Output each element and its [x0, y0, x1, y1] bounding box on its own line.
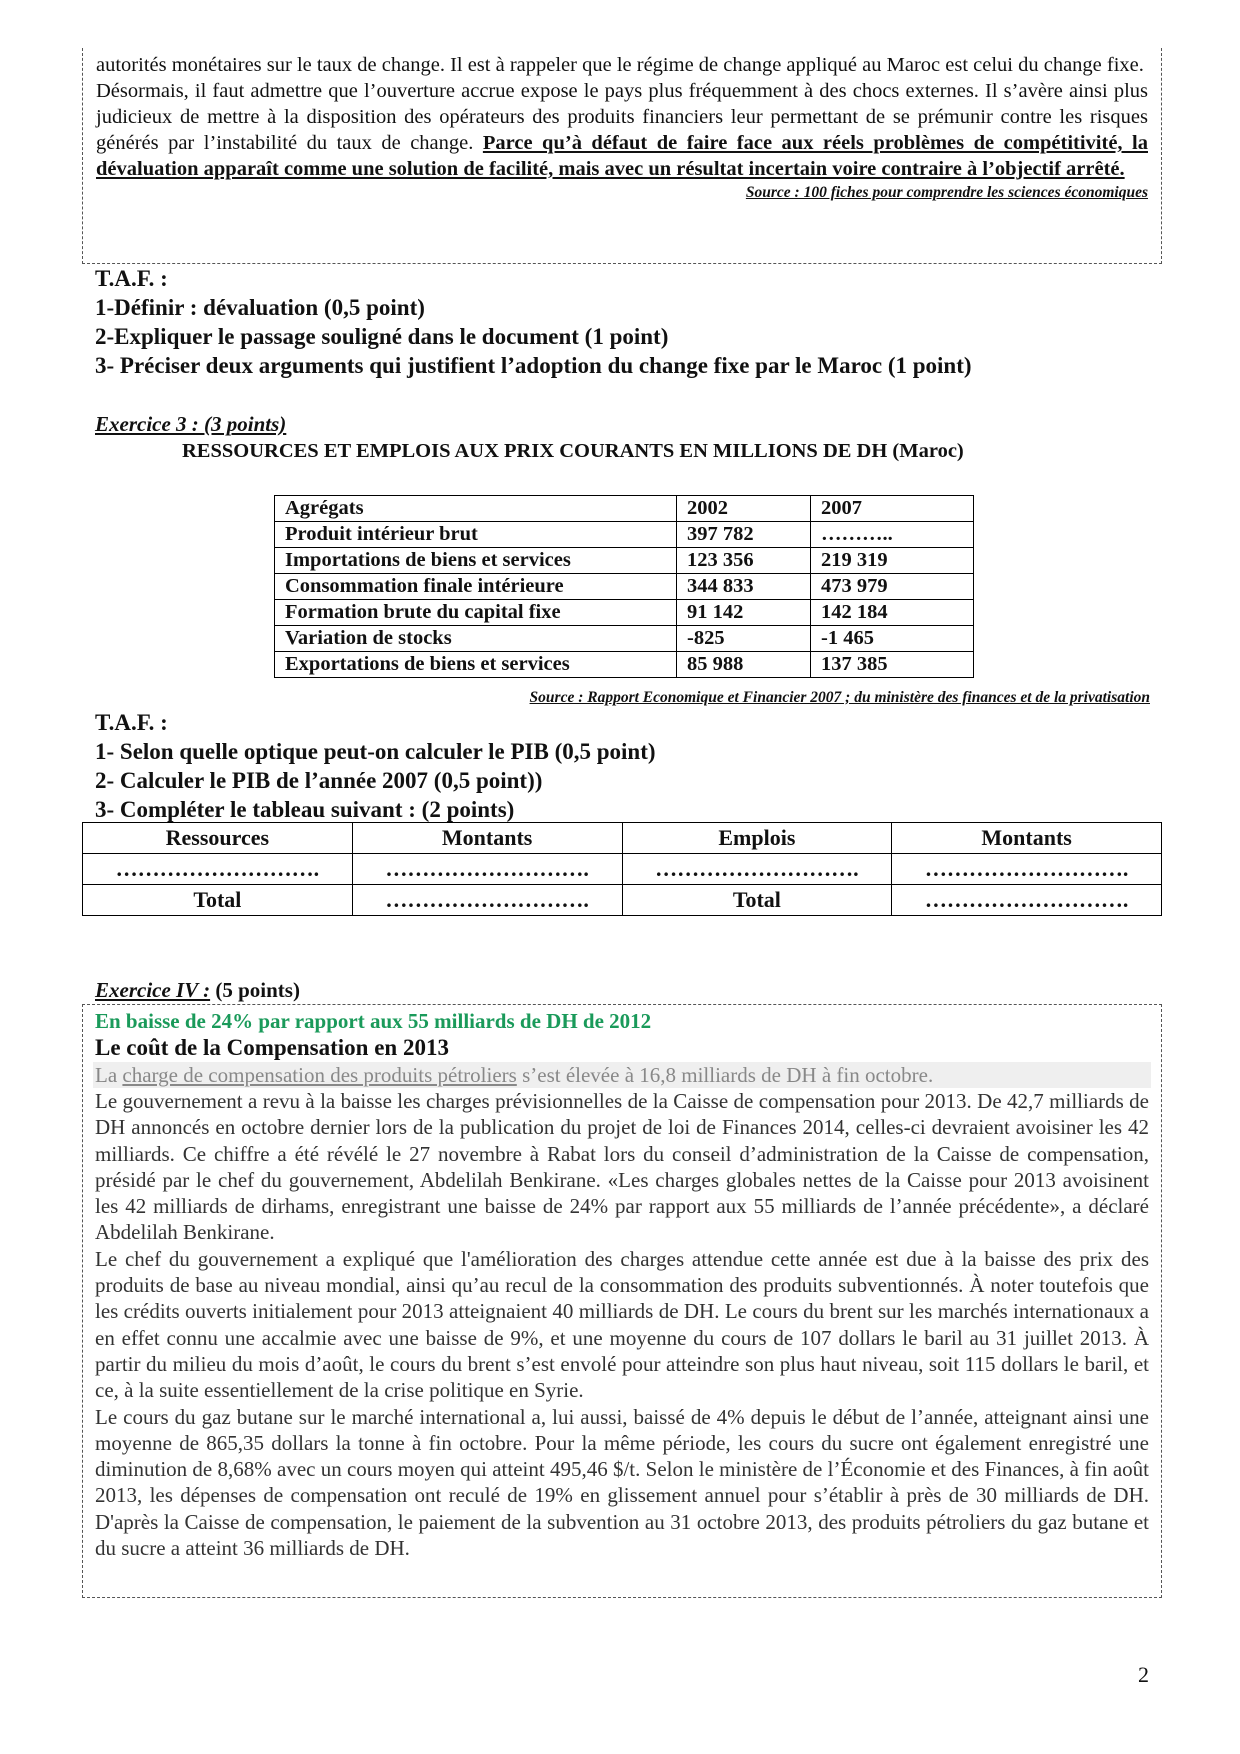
table-cell: 344 833 [677, 574, 811, 600]
table-row [83, 885, 1162, 916]
doc-paragraph-2-plain: Désormais, il faut admettre que l’ouverture accrue expose le pays plus fréquemment à des chocs externes. Il s’avère ainsi plus judicieux de mettre à la disposition des opérateurs des produits financiers leur permettant de se prémunir contre les risques générés par l’instabilité du taux de change. [96, 80, 1148, 154]
article-lead [93, 1062, 1151, 1088]
doc-source: Source : 100 fiches pour comprendre les sciences économiques [745, 184, 1148, 201]
header-cell: Ressources [83, 823, 353, 854]
header-cell: Montants [352, 823, 622, 854]
table-row [275, 652, 974, 678]
underlined-passage: Parce qu’à défaut de faire face aux réels problèmes de compétitivité, la dévaluation apparaît comme une solution de facilité, mais avec un résultat incertain voire contraire à l’objectif arrêté. [96, 132, 1148, 180]
article-lead-link[interactable]: charge de compensation des produits pétroliers [122, 1063, 517, 1087]
table-cell: -825 [677, 626, 811, 652]
table-cell: ……….. [811, 522, 974, 548]
taf-section-2 [95, 708, 1155, 824]
table-cell: 123 356 [677, 548, 811, 574]
table-row [275, 626, 974, 652]
table-row [275, 522, 974, 548]
article-paragraph-2: Le chef du gouvernement a expliqué que l'amélioration des charges attendue cette année est due à la baisse des prix des produits de base au niveau mondial, ainsi qu’au recul de la consommation des produits subventionnés. À noter toutefois que les crédits ouverts initialement pour 2013 atteignaient 40 milliards de DH. Le cours du brent sur les marchés internationaux a en effet connu une accalmie avec une baisse de 9%, et une moyenne du cours de 107 dollars le baril au 31 juillet 2013. À partir du milieu du mois d’août, le cours du brent s’est envolé pour atteindre son plus haut niveau, soit 115 dollars le baril, et ce, à la suite essentiellement de la crise politique en Syrie. [95, 1246, 1149, 1403]
table-title: RESSOURCES ET EMPLOIS AUX PRIX COURANTS EN MILLIONS DE DH (Maroc) [182, 440, 964, 462]
table-cell: 85 988 [677, 652, 811, 678]
taf-question-1: 1- Selon quelle optique peut-on calculer le PIB (0,5 point) [95, 739, 656, 764]
taf-section-1 [95, 264, 1155, 380]
header-cell: Agrégats [275, 496, 677, 522]
table-header-row [275, 496, 974, 522]
table-cell: Importations de biens et services [275, 548, 677, 574]
table-cell: 91 142 [677, 600, 811, 626]
taf-question-2: 2- Calculer le PIB de l’année 2007 (0,5 point)) [95, 768, 543, 793]
taf-question-3: 3- Compléter le tableau suivant : (2 points) [95, 797, 515, 822]
table-row [275, 548, 974, 574]
table-cell: 137 385 [811, 652, 974, 678]
taf-title: T.A.F. : [95, 266, 168, 291]
table-cell: 473 979 [811, 574, 974, 600]
article-kicker: En baisse de 24% par rapport aux 55 milliards de DH de 2012 [95, 1009, 652, 1033]
taf-title: T.A.F. : [95, 710, 168, 735]
header-cell: 2007 [811, 496, 974, 522]
table-cell: Produit intérieur brut [275, 522, 677, 548]
doc-paragraph-1: autorités monétaires sur le taux de change. Il est à rappeler que le régime de change appliqué au Maroc est celui du change fixe. [96, 54, 1144, 76]
taf-question-2: 2-Expliquer le passage souligné dans le document (1 point) [95, 324, 669, 349]
table-cell: ………………………. [83, 854, 353, 885]
table-cell: 397 782 [677, 522, 811, 548]
table-cell: ………………………. [622, 854, 892, 885]
table-cell: ………………………. [352, 854, 622, 885]
article-title: Le coût de la Compensation en 2013 [95, 1035, 449, 1060]
header-cell: Emplois [622, 823, 892, 854]
table-cell: Total [622, 885, 892, 916]
table-cell: Total [83, 885, 353, 916]
table-cell: ………………………. [892, 885, 1162, 916]
table-cell: 142 184 [811, 600, 974, 626]
table-row [275, 574, 974, 600]
taf-question-1: 1-Définir : dévaluation (0,5 point) [95, 295, 425, 320]
table-header-row [83, 823, 1162, 854]
exercise-3-heading: Exercice 3 : (3 points) [95, 412, 287, 436]
exercise-4-heading [95, 978, 300, 1003]
doc-paragraph-2 [96, 78, 1148, 182]
table-cell: Formation brute du capital fixe [275, 600, 677, 626]
table-cell: Variation de stocks [275, 626, 677, 652]
table-source: Source : Rapport Economique et Financier 2007 ; du ministère des finances et de la privatisation [529, 689, 1150, 706]
resources-uses-table [82, 822, 1162, 916]
exercise-4-points: (5 points) [215, 978, 300, 1002]
article-box [82, 1004, 1162, 1598]
table-cell: Consommation finale intérieure [275, 574, 677, 600]
table-cell: Exportations de biens et services [275, 652, 677, 678]
article-lead-pre: La [95, 1063, 123, 1087]
article-paragraph-3: Le cours du gaz butane sur le marché international a, lui aussi, baissé de 4% depuis le début de l’année, atteignant ainsi une moyenne de 865,35 dollars la tonne à fin octobre. Pour la même période, les cours du sucre ont également enregistré une diminution de 8,68% avec un cours moyen qui atteint 495,46 $/t. Selon le ministère de l’Économie et des Finances, à fin août 2013, les dépenses de compensation ont reculé de 19% en glissement annuel pour s’établir à près de 30 milliards de DH. D'après la Caisse de compensation, le paiement de la subvention au 31 octobre 2013, des produits pétroliers du gaz butane et du sucre a atteint 36 milliards de DH. [95, 1404, 1149, 1561]
table-cell: -1 465 [811, 626, 974, 652]
table-row [83, 854, 1162, 885]
document-box [82, 48, 1162, 264]
header-cell: 2002 [677, 496, 811, 522]
header-cell: Montants [892, 823, 1162, 854]
taf-question-3: 3- Préciser deux arguments qui justifient l’adoption du change fixe par le Maroc (1 point) [95, 353, 972, 378]
aggregates-table [274, 495, 974, 678]
table-cell: ………………………. [352, 885, 622, 916]
table-cell: ………………………. [892, 854, 1162, 885]
table-row [275, 600, 974, 626]
article-paragraph-1: Le gouvernement a revu à la baisse les charges prévisionnelles de la Caisse de compensation pour 2013. De 42,7 milliards de DH annoncés en octobre dernier lors de la publication du projet de loi de Finances 2014, celles-ci devraient avoisiner les 42 milliards. Ce chiffre a été révélé le 27 novembre à Rabat lors du conseil d’administration de la Caisse de compensation, présidé par le chef du gouvernement, Abdelilah Benkirane. «Les charges globales nettes de la Caisse pour 2013 avoisinent les 42 milliards de dirhams, enregistrant une baisse de 24% par rapport aux 55 milliards de l’année précédente», a déclaré Abdelilah Benkirane. [95, 1089, 1149, 1245]
table-cell: 219 319 [811, 548, 974, 574]
page-number: 2 [1138, 1662, 1149, 1687]
article-lead-post: s’est élevée à 16,8 milliards de DH à fin octobre. [516, 1063, 934, 1087]
exercise-4-label: Exercice IV : [95, 978, 211, 1002]
